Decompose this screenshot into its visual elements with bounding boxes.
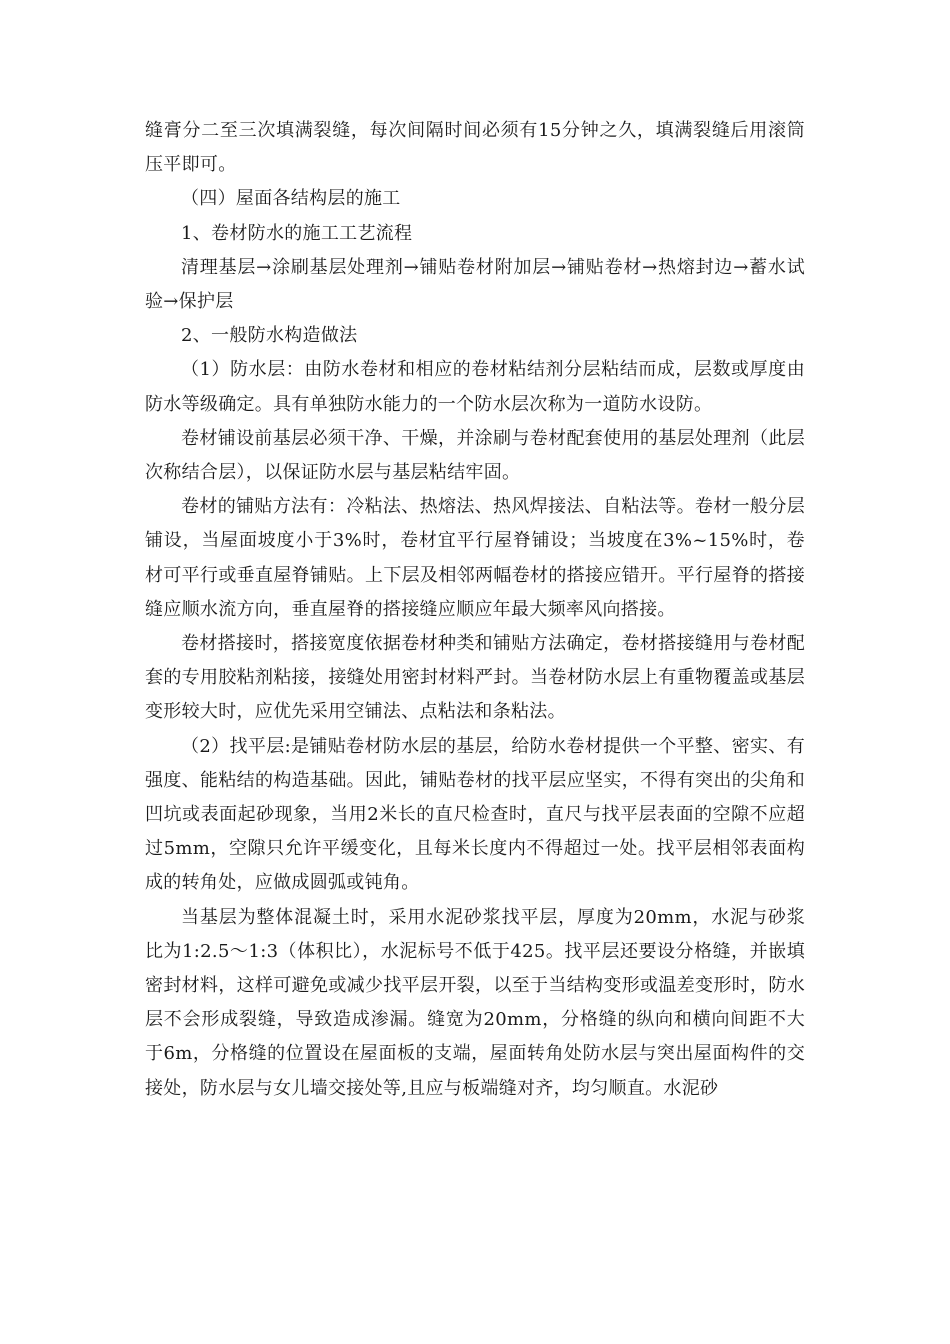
subheading-general-method: 2、一般防水构造做法: [181, 325, 358, 347]
paragraph-cement-mortar: 当基层为整体混凝土时，采用水泥砂浆找平层，厚度为20mm，水泥与砂浆比为1:2.5～1:3（体积比），水泥标号不低于425。找平层还要设分格缝，并嵌填密封材料，这样可避免或减少找平层开裂，以至于当结构变形或温差变形时，防水层不会形成裂缝，导致造成渗漏。缝宽为20mm，分格缝的纵向和横向间距不大于6m，分格缝的位置设在屋面板的支端，屋面转角处防水层与突出屋面构件的交接处，防水层与女儿墙交接处等,且应与板端缝对齐，均匀顺直。水泥砂: [145, 906, 805, 1099]
section-heading-roof-layers: （四）屋面各结构层的施工: [181, 188, 401, 210]
paragraph-laying-methods: 卷材的铺贴方法有：冷粘法、热熔法、热风焊接法、自粘法等。卷材一般分层铺设，当屋面坡度小于3%时，卷材宜平行屋脊铺设；当坡度在3%~15%时，卷材可平行或垂直屋脊铺贴。上下层及相邻两幅卷材的搭接应错开。平行屋脊的搭接缝应顺水流方向，垂直屋脊的搭接缝应顺应年最大频率风向搭接。: [145, 496, 805, 620]
subheading-process-flow: 1、卷材防水的施工工艺流程: [181, 222, 413, 244]
paragraph-leveling-layer: （2）找平层:是铺贴卷材防水层的基层，给防水卷材提供一个平整、密实、有强度、能粘结的构造基础。因此，铺贴卷材的找平层应坚实，不得有突出的尖角和凹坑或表面起砂现象，当用2米长的直尺检查时，直尺与找平层表面的空隙不应超过5mm，空隙只允许平缓变化，且每米长度内不得超过一处。找平层相邻表面构成的转角处，应做成圆弧或钝角。: [145, 735, 805, 894]
paragraph-overlap: 卷材搭接时，搭接宽度依据卷材种类和铺贴方法确定，卷材搭接缝用与卷材配套的专用胶粘剂粘接，接缝处用密封材料严封。当卷材防水层上有重物覆盖或基层变形较大时，应优先采用空铺法、点粘法和条粘法。: [145, 633, 805, 723]
paragraph-process-steps: 清理基层→涂刷基层处理剂→铺贴卷材附加层→铺贴卷材→热熔封边→蓄水试验→保护层: [145, 256, 805, 313]
paragraph-base-preparation: 卷材铺设前基层必须干净、干燥，并涂刷与卷材配套使用的基层处理剂（此层次称结合层），以保证防水层与基层粘结牢固。: [145, 427, 805, 484]
paragraph-continuation: 缝膏分二至三次填满裂缝，每次间隔时间必须有15分钟之久，填满裂缝后用滚筒压平即可。: [145, 120, 805, 176]
body-text: [145, 114, 805, 1106]
paragraph-waterproof-layer: （1）防水层：由防水卷材和相应的卷材粘结剂分层粘结而成，层数或厚度由防水等级确定。具有单独防水能力的一个防水层次称为一道防水设防。: [145, 359, 805, 415]
